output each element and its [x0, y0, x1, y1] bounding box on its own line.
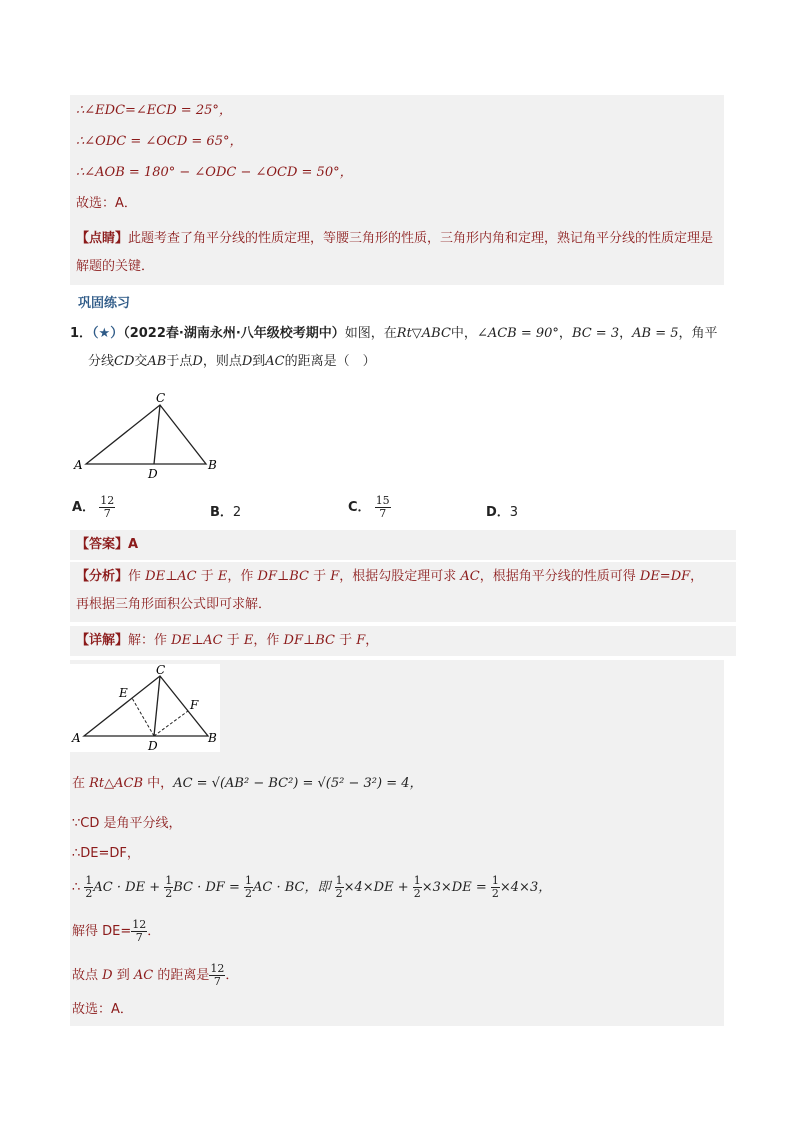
section-title: 巩固练习: [78, 296, 131, 311]
option-a[interactable]: A． $\frac{12}{7}$: [72, 494, 115, 520]
option-c[interactable]: C． $\frac{15}{7}$: [348, 494, 390, 520]
detail-row: 【详解】解：作 DE⊥AC 于 E，作 DF⊥BC 于 F，: [70, 626, 736, 656]
question-1: [70, 320, 730, 376]
step-7: 故选：A．: [72, 1002, 133, 1017]
triangle-figure-1: [70, 390, 230, 482]
segment-de: [132, 698, 154, 736]
step-5: 解得 DE= $\frac{12}{7}$ ．: [72, 918, 161, 944]
label-b: B: [208, 458, 217, 472]
segment-cd-2: [154, 676, 160, 736]
prev-choice: 故选：A．: [76, 196, 137, 211]
prev-comment: 【点睛】此题考查了角平分线的性质定理，等腰三角形的性质，三角形内角和定理，熟记角平分线的性质定理是解题的关键．: [76, 231, 714, 274]
segment-df: [154, 711, 188, 736]
difficulty-star: （★）: [92, 326, 124, 341]
answer-row: 【答案】A: [70, 530, 736, 560]
question-line-1: 1．（★）（2022春·湖南永州·八年级校考期中）如图，在Rt▽ABC中，∠ACB = 90°，BC = 3，AB = 5，角平: [70, 326, 718, 341]
question-line-2: 分线CD交AB于点D，则点D到AC的距离是（ ）: [88, 354, 376, 369]
label-c-2: C: [156, 664, 166, 677]
option-a-fraction: $\frac{12}{7}$: [100, 494, 115, 520]
label-c: C: [156, 391, 166, 405]
triangle-abc: [86, 405, 206, 464]
prev-line-2: ∴∠ODC = ∠OCD = 65°，: [76, 134, 243, 149]
triangle-figure-2: [70, 664, 220, 752]
label-b-2: B: [208, 731, 217, 745]
label-a: A: [74, 458, 83, 472]
prev-line-1: ∴∠EDC=∠ECD = 25°，: [76, 103, 232, 118]
step-1: 在 Rt△ACB 中，AC = √(AB² − BC²) = √(5² − 3²) = 4，: [72, 776, 423, 791]
label-a-2: A: [72, 731, 81, 745]
step-2: ∵CD 是角平分线，: [72, 816, 182, 831]
step-4: ∴ $\frac{1}{2}$ AC · DE + $\frac{1}{2}$ BC · DF = $\frac{1}{2}$ AC · BC，即 $\frac{1}{2}$ ×4×DE + $\frac{1}{2}$ ×3×DE = $\frac{1}{2}$ ×4×3，: [72, 874, 552, 900]
option-c-fraction: $\frac{15}{7}$: [375, 494, 390, 520]
solution-body: [70, 660, 724, 1026]
segment-cd: [154, 405, 160, 464]
prev-solution-block: [70, 95, 724, 285]
option-d[interactable]: D．3: [486, 505, 519, 520]
prev-line-3: ∴∠AOB = 180° − ∠ODC − ∠OCD = 50°，: [76, 165, 353, 180]
label-f: F: [190, 698, 199, 712]
label-d: D: [148, 467, 158, 481]
label-d-2: D: [148, 739, 158, 752]
option-b[interactable]: B．2: [210, 505, 242, 520]
step-3: ∴DE=DF，: [72, 846, 140, 861]
step-6: 故点 D 到 AC 的距离是 $\frac{12}{7}$ ．: [72, 962, 239, 988]
analysis-row: 【分析】作 DE⊥AC 于 E，作 DF⊥BC 于 F，根据勾股定理可求 AC，根据角平分线的性质可得 DE=DF， 再根据三角形面积公式即可求解．: [70, 562, 736, 622]
label-e: E: [119, 686, 128, 700]
